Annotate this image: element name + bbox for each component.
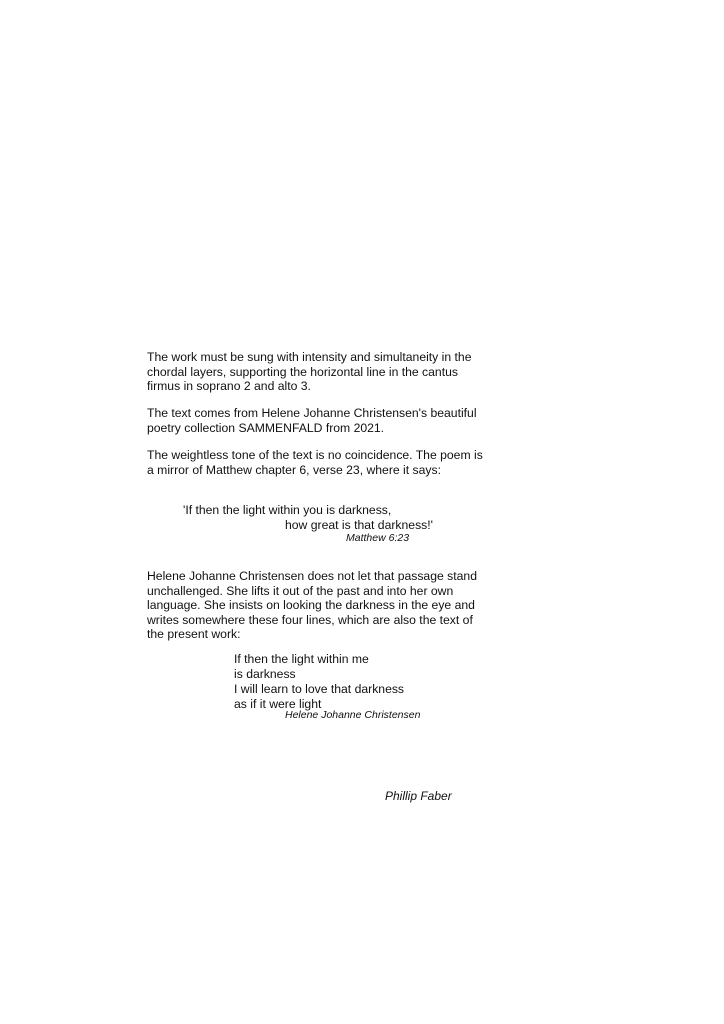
paragraph-christensen-response (147, 569, 492, 642)
text-line: The weightless tone of the text is no coincidence. The poem is (147, 448, 483, 462)
text-line: a mirror of Matthew chapter 6, verse 23, where it says: (147, 462, 441, 477)
text-line: the present work: (147, 627, 241, 641)
signature: Phillip Faber (385, 789, 452, 803)
poem-line: as if it were light (234, 697, 322, 711)
text-line: language. She insists on looking the darkness in the eye and (147, 598, 475, 612)
text-line: The work must be sung with intensity and simultaneity in the (147, 350, 472, 364)
poem-author: Helene Johanne Christensen (285, 709, 421, 721)
paragraph-text-source (147, 406, 492, 435)
poem (234, 652, 404, 712)
quote-citation: Matthew 6:23 (346, 532, 410, 544)
text-line: chordal layers, supporting the horizontal line in the cantus (147, 364, 458, 379)
poem-line: I will learn to love that darkness (234, 682, 405, 696)
text-line: Helene Johanne Christensen does not let that passage stand (147, 569, 477, 583)
poem-line: If then the light within me (234, 652, 369, 666)
text-line: poetry collection SAMMENFALD from 2021. (147, 420, 385, 435)
quote-line: how great is that darkness!' (285, 518, 433, 532)
text-line: writes somewhere these four lines, which are also the text of (147, 612, 473, 627)
text-line: The text comes from Helene Johanne Christensen's beautiful (147, 406, 477, 420)
poem-line: is darkness (234, 667, 296, 681)
text-line: firmus in soprano 2 and alto 3. (147, 379, 311, 393)
paragraph-weightless-tone (147, 448, 492, 477)
paragraph-performance-note (147, 350, 492, 394)
text-line: unchallenged. She lifts it out of the past and into her own (147, 583, 454, 598)
quote-line: 'If then the light within you is darkness, (183, 503, 392, 517)
